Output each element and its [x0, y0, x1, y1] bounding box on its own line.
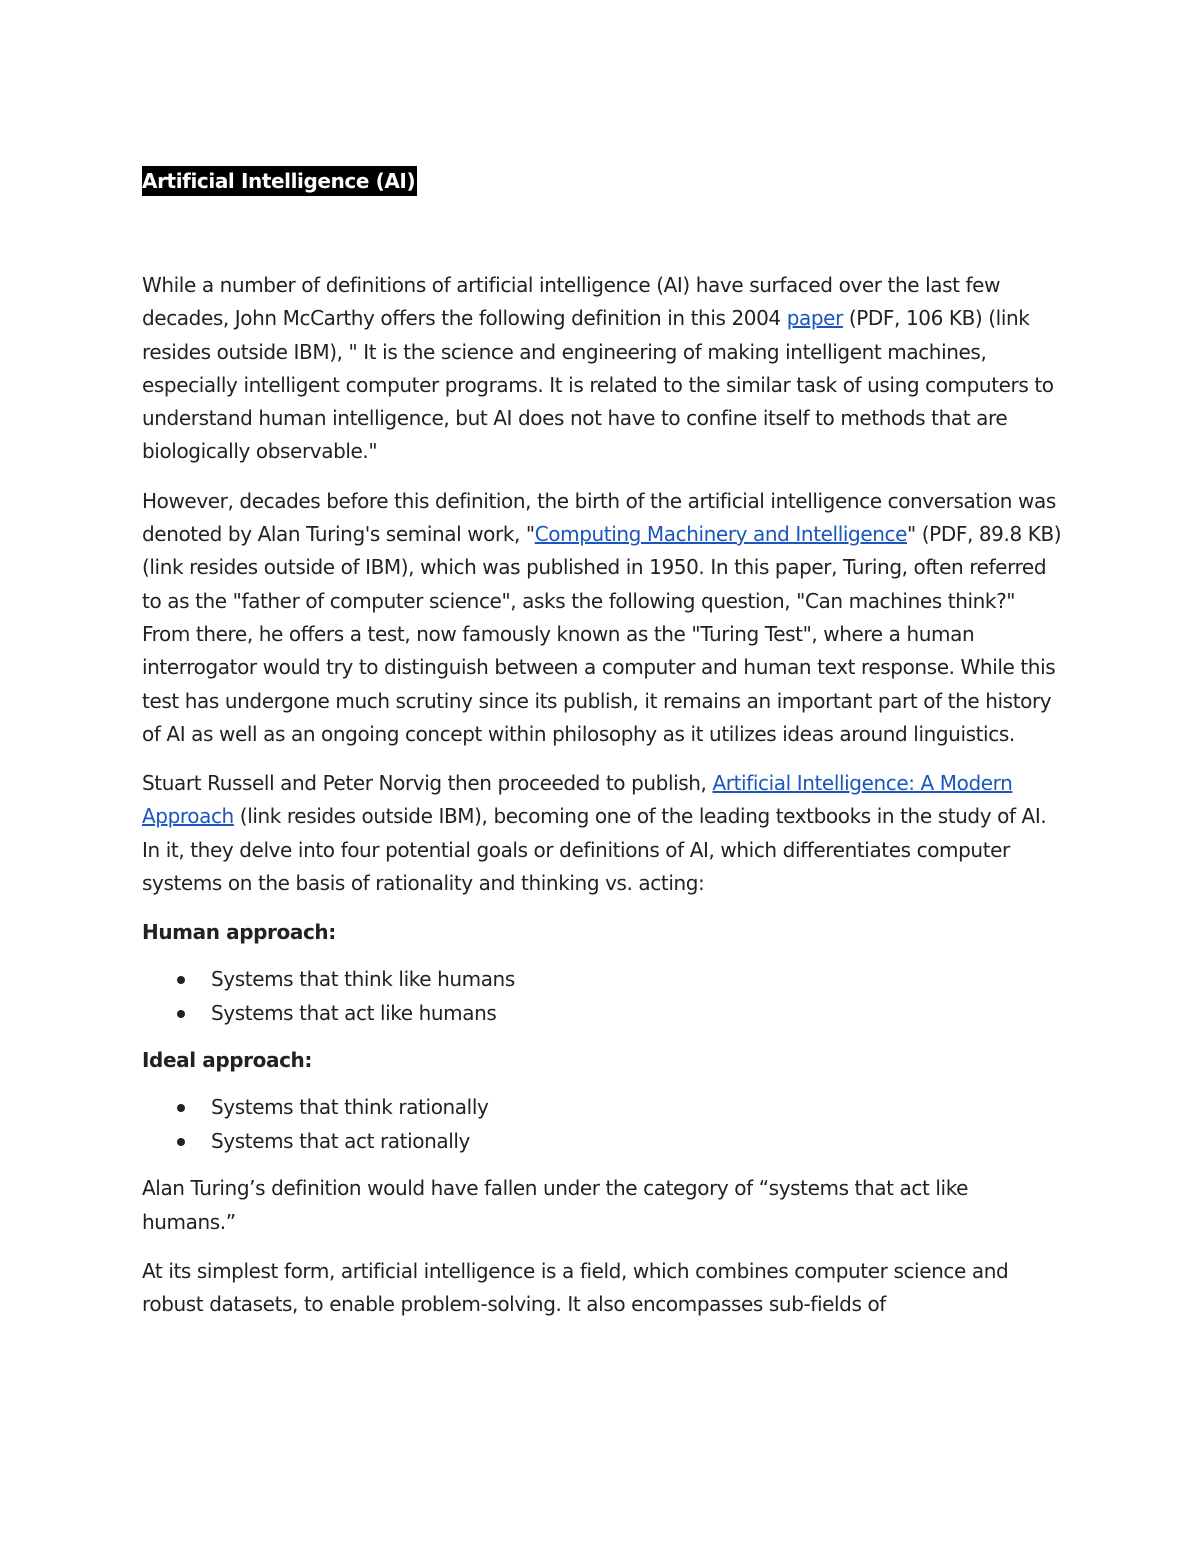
paragraph-text: " (PDF, 89.8 KB) (link resides outside of IBM), which was published in 1950. In this paper, Turing, often referred to as the "father of computer science", asks the following question, "Can machines think?" From there, he offers a test, now famously known as the "Turing Test", where a human interrogator would try to distinguish between a computer and human text response. While this test has undergone much scrutiny since its publish, it remains an important part of the history of AI as well as an ongoing concept within philosophy as it utilizes ideas around linguistics. — [142, 522, 1062, 746]
paragraph-turing-category: Alan Turing’s definition would have fallen under the category of “systems that act like humans.” — [142, 1176, 969, 1234]
list-item-text: Systems that act like humans — [211, 1000, 497, 1025]
ideal-approach-list — [142, 1091, 1062, 1158]
ideal-approach-heading: Ideal approach: — [142, 1048, 312, 1073]
paragraph-mccarthy — [142, 269, 1062, 469]
paragraph-text: (PDF, 106 KB) (link resides outside IBM), " It is the science and engineering of making intelligent machines, especially intelligent computer programs. It is related to the similar task of using computers to understand human intelligence, but AI does not have to confine itself to methods that are biologically observable." — [142, 306, 1054, 464]
computing-machinery-link[interactable]: Computing Machinery and Intelligence — [534, 522, 908, 547]
document-body — [142, 269, 1062, 1338]
bullet-icon — [177, 1010, 185, 1018]
list-item-text: Systems that think like humans — [211, 967, 515, 992]
modern-approach-link[interactable]: Artificial Intelligence: A Modern Approach — [142, 771, 1013, 829]
list-item — [142, 997, 1062, 1031]
human-approach-list — [142, 963, 1062, 1030]
list-item-text: Systems that think rationally — [211, 1095, 489, 1120]
document-title: Artificial Intelligence (AI) — [142, 166, 417, 196]
paragraph-text: However, decades before this definition, the birth of the artificial intelligence conversation was denoted by Alan Turing's seminal work, " — [142, 488, 1056, 547]
paragraph-turing — [142, 485, 1062, 751]
paragraph-text: While a number of definitions of artificial intelligence (AI) have surfaced over the last few decades, John McCarthy offers the following definition in this 2004 — [142, 273, 1001, 331]
paragraph-text: Stuart Russell and Peter Norvig then proceeded to publish, — [142, 771, 713, 796]
list-item — [142, 1125, 1062, 1159]
bullet-icon — [177, 1138, 185, 1146]
list-item — [142, 1091, 1062, 1125]
paper-link[interactable]: paper — [786, 306, 843, 331]
paragraph-text: (link resides outside IBM), becoming one of the leading textbooks in the study of AI. In it, they delve into four potential goals or definitions of AI, which differentiates computer systems on the basis of rationality and thinking vs. acting: — [142, 804, 1047, 896]
bullet-icon — [177, 976, 185, 984]
paragraph-simplest-form: At its simplest form, artificial intelligence is a field, which combines computer science and robust datasets, to enable problem-solving. It also encompasses sub-fields of — [142, 1258, 1009, 1317]
human-approach-heading: Human approach: — [142, 920, 336, 945]
list-item-text: Systems that act rationally — [211, 1128, 470, 1153]
bullet-icon — [177, 1104, 185, 1112]
paragraph-russell-norvig — [142, 767, 1062, 900]
list-item — [142, 963, 1062, 997]
